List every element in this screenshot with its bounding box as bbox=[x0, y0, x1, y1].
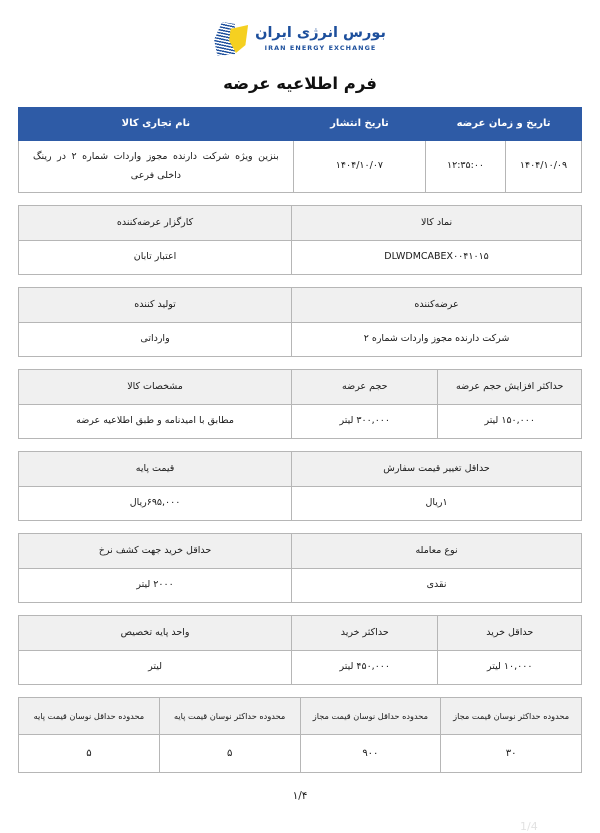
table-header-row bbox=[19, 205, 582, 240]
value-offer-time: ۱۲:۳۵:۰۰ bbox=[426, 141, 506, 193]
value-supplier: شرکت دارنده مجوز واردات شماره ۲ bbox=[292, 322, 582, 356]
value-product-trade-name: بنزین ویژه شرکت دارنده مجوز واردات شماره ۲ در رینگ داخلی فرعی bbox=[19, 141, 294, 193]
logo-mark-icon bbox=[214, 21, 248, 57]
table-header-row bbox=[19, 533, 582, 568]
header-offer-datetime: تاریخ و زمان عرضه bbox=[426, 108, 582, 141]
value-publish-date: ۱۴۰۴/۱۰/۰۷ bbox=[293, 141, 425, 193]
table-header-row bbox=[19, 697, 582, 734]
header-base-price: قیمت پایه bbox=[19, 451, 292, 486]
header-producer: تولید کننده bbox=[19, 287, 292, 322]
value-product-specs: مطابق با امیدنامه و طبق اطلاعیه عرضه bbox=[19, 404, 292, 438]
table-header-row bbox=[19, 369, 582, 404]
header-product-specs: مشخصات کالا bbox=[19, 369, 292, 404]
value-max-buy: ۴۵۰,۰۰۰ لیتر bbox=[292, 650, 438, 684]
header-min-buy: حداقل خرید bbox=[438, 615, 582, 650]
header-max-allowed-fluctuation: محدوده حداکثر نوسان قیمت مجاز bbox=[441, 697, 582, 734]
header-min-allowed-fluctuation: محدوده حداقل نوسان قیمت مجاز bbox=[300, 697, 441, 734]
allocation-table bbox=[18, 615, 582, 685]
table-row bbox=[19, 486, 582, 520]
volume-table bbox=[18, 369, 582, 439]
header-supplier: عرضه‌کننده bbox=[292, 287, 582, 322]
value-max-allowed-fluctuation: ۳۰ bbox=[441, 734, 582, 772]
value-min-buy: ۱۰,۰۰۰ لیتر bbox=[438, 650, 582, 684]
value-symbol: DLWDMCABEX۰۰۴۱۰۱۵ bbox=[292, 240, 582, 274]
table-header-row bbox=[19, 108, 582, 141]
header-base-allocation-unit: واحد پایه تخصیص bbox=[19, 615, 292, 650]
offer-header-table bbox=[18, 107, 582, 193]
table-header-row bbox=[19, 615, 582, 650]
logo-text bbox=[255, 25, 386, 52]
page-title: فرم اطلاعیه عرضه bbox=[223, 74, 377, 93]
table-row bbox=[19, 240, 582, 274]
table-row bbox=[19, 141, 582, 193]
value-base-price: ۶۹۵,۰۰۰ریال bbox=[19, 486, 292, 520]
header-symbol: نماد کالا bbox=[292, 205, 582, 240]
header-publish-date: تاریخ انتشار bbox=[293, 108, 425, 141]
value-producer: وارداتی bbox=[19, 322, 292, 356]
value-max-base-fluctuation: ۵ bbox=[159, 734, 300, 772]
header-offer-volume: حجم عرضه bbox=[292, 369, 438, 404]
logo-name-en: IRAN ENERGY EXCHANGE bbox=[264, 44, 377, 53]
value-max-volume-increase: ۱۵۰,۰۰۰ لیتر bbox=[438, 404, 582, 438]
value-min-order-price-change: ۱ریال bbox=[292, 486, 582, 520]
value-deal-type: نقدی bbox=[292, 568, 582, 602]
value-min-base-fluctuation: ۵ bbox=[19, 734, 160, 772]
table-row bbox=[19, 650, 582, 684]
value-broker: اعتبار تابان bbox=[19, 240, 292, 274]
value-min-allowed-fluctuation: ۹۰۰ bbox=[300, 734, 441, 772]
deal-table bbox=[18, 533, 582, 603]
price-table bbox=[18, 451, 582, 521]
table-row bbox=[19, 568, 582, 602]
broker-table bbox=[18, 205, 582, 275]
header-broker: کارگزار عرضه‌کننده bbox=[19, 205, 292, 240]
value-offer-date: ۱۴۰۴/۱۰/۰۹ bbox=[506, 141, 582, 193]
header-max-buy: حداکثر خرید bbox=[292, 615, 438, 650]
iran-energy-exchange-logo bbox=[214, 21, 386, 57]
page-number: ۱/۴ bbox=[292, 790, 308, 802]
table-header-row bbox=[19, 287, 582, 322]
header-min-base-fluctuation: محدوده حداقل نوسان قیمت پایه bbox=[19, 697, 160, 734]
value-offer-volume: ۳۰۰,۰۰۰ لیتر bbox=[292, 404, 438, 438]
header-product-trade-name: نام تجاری کالا bbox=[19, 108, 294, 141]
table-row bbox=[19, 404, 582, 438]
value-base-allocation-unit: لیتر bbox=[19, 650, 292, 684]
logo-bar bbox=[18, 0, 582, 70]
table-row bbox=[19, 322, 582, 356]
value-min-buy-for-price-discovery: ۲۰۰۰ لیتر bbox=[19, 568, 292, 602]
header-max-base-fluctuation: محدوده حداکثر نوسان قیمت پایه bbox=[159, 697, 300, 734]
header-deal-type: نوع معامله bbox=[292, 533, 582, 568]
header-max-volume-increase: حداکثر افزایش حجم عرضه bbox=[438, 369, 582, 404]
header-min-buy-for-price-discovery: حداقل خرید جهت کشف نرخ bbox=[19, 533, 292, 568]
fluctuation-table bbox=[18, 697, 582, 773]
header-min-order-price-change: حداقل تغییر قیمت سفارش bbox=[292, 451, 582, 486]
table-header-row bbox=[19, 451, 582, 486]
page-number-watermark: 1/4 bbox=[520, 820, 538, 833]
logo-name-fa: بورس انرژی ایران bbox=[255, 25, 386, 42]
table-row bbox=[19, 734, 582, 772]
supplier-table bbox=[18, 287, 582, 357]
